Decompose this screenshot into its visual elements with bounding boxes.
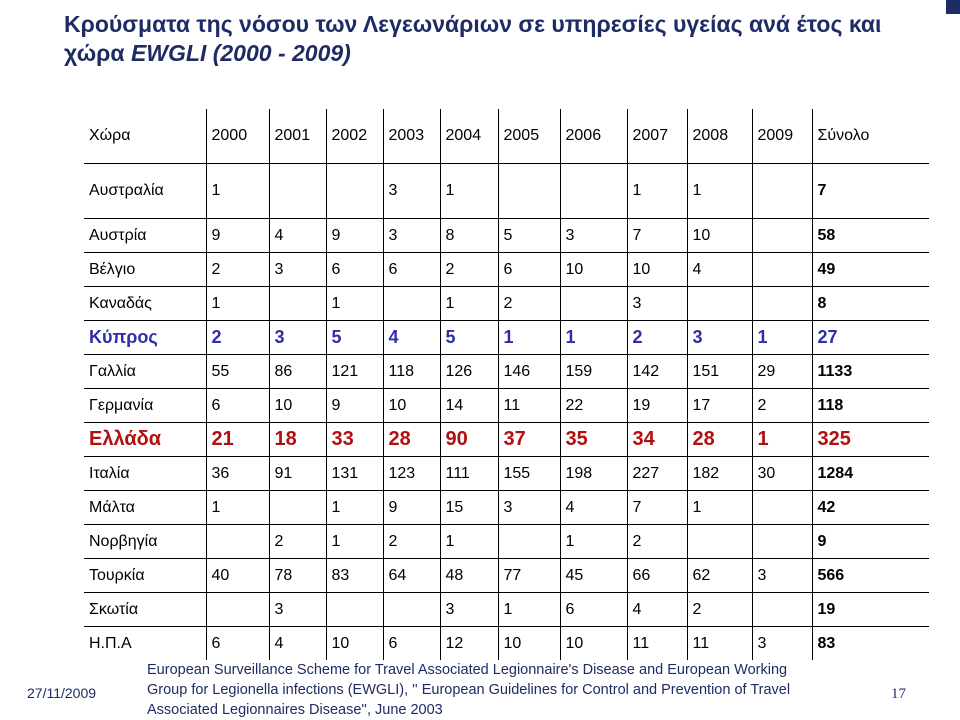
table-cell: 6 (206, 389, 269, 423)
legionnaires-cases-table (84, 109, 929, 660)
table-cell: 2003 (383, 109, 440, 164)
table-cell: 2007 (627, 109, 687, 164)
table-cell: 35 (560, 423, 627, 457)
table-cell: 3 (752, 627, 812, 661)
table-cell (498, 164, 560, 219)
table-cell: 83 (326, 559, 383, 593)
table-cell: 40 (206, 559, 269, 593)
table-cell: 1 (498, 593, 560, 627)
table-cell (206, 593, 269, 627)
row-label-cell: Σκωτία (84, 593, 206, 627)
table-cell: 123 (383, 457, 440, 491)
table-cell: 1 (326, 287, 383, 321)
row-label-cell: Βέλγιο (84, 253, 206, 287)
table-cell: 1 (687, 491, 752, 525)
table-cell: 28 (687, 423, 752, 457)
table-row (84, 423, 929, 457)
table-cell (383, 287, 440, 321)
footer-date: 27/11/2009 (27, 685, 97, 701)
table-row (84, 253, 929, 287)
page-number: 17 (891, 686, 906, 702)
table-cell: 6 (560, 593, 627, 627)
table-cell: 1 (440, 164, 498, 219)
table-cell: 62 (687, 559, 752, 593)
table-cell: 111 (440, 457, 498, 491)
table-cell: 1 (440, 287, 498, 321)
table-cell: 10 (498, 627, 560, 661)
table-cell: 10 (326, 627, 383, 661)
table-cell: 3 (687, 321, 752, 355)
table-cell: 1 (326, 491, 383, 525)
table-cell (269, 164, 326, 219)
table-cell: 2004 (440, 109, 498, 164)
table-cell: 182 (687, 457, 752, 491)
table-cell: 3 (383, 219, 440, 253)
table-cell (752, 593, 812, 627)
table-cell (752, 287, 812, 321)
table-cell: 142 (627, 355, 687, 389)
table-cell: 37 (498, 423, 560, 457)
table-cell (326, 164, 383, 219)
table-cell: 3 (627, 287, 687, 321)
table-cell: 4 (269, 627, 326, 661)
table-cell: 2005 (498, 109, 560, 164)
table-cell: 198 (560, 457, 627, 491)
table-cell: 126 (440, 355, 498, 389)
row-label-cell: Αυστρία (84, 219, 206, 253)
table-cell: 2 (498, 287, 560, 321)
table-cell (752, 219, 812, 253)
table-cell: 227 (627, 457, 687, 491)
table-cell: 9 (383, 491, 440, 525)
table-cell: 22 (560, 389, 627, 423)
table-cell: 11 (627, 627, 687, 661)
table-cell: 6 (383, 253, 440, 287)
table-cell (752, 164, 812, 219)
row-label-cell: Καναδάς (84, 287, 206, 321)
footer-source-line-2: Group for Legionella infections (EWGLI), '' European Guidelines for Control and Prevention of Travel (147, 682, 791, 698)
table-cell: 18 (269, 423, 326, 457)
table-cell: 4 (560, 491, 627, 525)
table-cell (498, 525, 560, 559)
table-cell: 1 (560, 525, 627, 559)
row-label-cell: Κύπρος (84, 321, 206, 355)
table-cell: 10 (560, 253, 627, 287)
table-cell: 77 (498, 559, 560, 593)
table-cell: 6 (206, 627, 269, 661)
title-line-1: Κρούσματα της νόσου των Λεγεωνάριων σε υπηρεσίες υγείας ανά έτος και (64, 11, 882, 37)
table-cell: 4 (269, 219, 326, 253)
table-cell (687, 525, 752, 559)
row-label-cell: Ιταλία (84, 457, 206, 491)
table-cell: 1 (560, 321, 627, 355)
table-cell: 3 (440, 593, 498, 627)
table-row (84, 525, 929, 559)
table-cell: 2000 (206, 109, 269, 164)
table-cell: 14 (440, 389, 498, 423)
table-body (84, 109, 929, 660)
table-cell (752, 253, 812, 287)
footer-source (147, 660, 867, 720)
table-cell: 2 (269, 525, 326, 559)
table-cell: 10 (627, 253, 687, 287)
table-cell: 2 (206, 321, 269, 355)
footer-source-line-1: European Surveillance Scheme for Travel Associated Legionnaire's Disease and European Working (147, 662, 788, 678)
table-cell: 19 (812, 593, 929, 627)
table-row (84, 287, 929, 321)
table-cell: 151 (687, 355, 752, 389)
table-row (84, 627, 929, 661)
table-cell: 9 (326, 389, 383, 423)
table-cell: 118 (383, 355, 440, 389)
table-cell: 9 (326, 219, 383, 253)
table-cell: 10 (383, 389, 440, 423)
table-cell: 9 (206, 219, 269, 253)
table-cell: 3 (498, 491, 560, 525)
table-cell: 5 (440, 321, 498, 355)
table-cell: 2 (206, 253, 269, 287)
table-cell: 7 (627, 491, 687, 525)
table-cell: 325 (812, 423, 929, 457)
table-cell: 58 (812, 219, 929, 253)
table-cell: 21 (206, 423, 269, 457)
table-cell (206, 525, 269, 559)
title-line-2-prefix: χώρα (64, 40, 131, 66)
table-cell: 19 (627, 389, 687, 423)
table-cell: 7 (627, 219, 687, 253)
table-cell: 10 (560, 627, 627, 661)
table-cell: 90 (440, 423, 498, 457)
row-label-cell: Χώρα (84, 109, 206, 164)
table-cell: 1 (752, 321, 812, 355)
table-cell: 1284 (812, 457, 929, 491)
table-cell: 28 (383, 423, 440, 457)
table-cell: 36 (206, 457, 269, 491)
table-cell: 1 (206, 164, 269, 219)
table-cell: 86 (269, 355, 326, 389)
table-cell: 6 (498, 253, 560, 287)
row-label-cell: Γαλλία (84, 355, 206, 389)
table-cell: 2009 (752, 109, 812, 164)
row-label-cell: Νορβηγία (84, 525, 206, 559)
table-cell: 42 (812, 491, 929, 525)
table-cell: 49 (812, 253, 929, 287)
table-cell: 3 (269, 253, 326, 287)
table-cell: 131 (326, 457, 383, 491)
table-cell (752, 491, 812, 525)
slide-title (64, 10, 944, 68)
table-cell: 9 (812, 525, 929, 559)
table-cell: 1 (206, 491, 269, 525)
table-cell: 118 (812, 389, 929, 423)
table-row (84, 321, 929, 355)
table-cell: 48 (440, 559, 498, 593)
row-label-cell: Αυστραλία (84, 164, 206, 219)
table-cell: 1133 (812, 355, 929, 389)
table-cell: Σύνολο (812, 109, 929, 164)
table-cell: 1 (752, 423, 812, 457)
table-cell: 7 (812, 164, 929, 219)
table-cell: 33 (326, 423, 383, 457)
table-cell: 78 (269, 559, 326, 593)
table-cell: 4 (627, 593, 687, 627)
table-cell: 1 (326, 525, 383, 559)
table-cell: 8 (812, 287, 929, 321)
table-cell: 1 (498, 321, 560, 355)
table-row (84, 457, 929, 491)
table-row (84, 593, 929, 627)
table-cell: 64 (383, 559, 440, 593)
table-cell (560, 287, 627, 321)
table-cell: 3 (560, 219, 627, 253)
table-cell: 121 (326, 355, 383, 389)
corner-decoration (946, 0, 960, 14)
table-cell (383, 593, 440, 627)
table-cell: 4 (383, 321, 440, 355)
table-cell: 3 (269, 321, 326, 355)
row-label-cell: Ελλάδα (84, 423, 206, 457)
footer-source-line-3: Associated Legionnaires Disease'', June 2003 (147, 702, 443, 718)
table-cell: 11 (498, 389, 560, 423)
table-cell: 1 (627, 164, 687, 219)
table-cell: 2008 (687, 109, 752, 164)
table-cell (687, 287, 752, 321)
row-label-cell: Τουρκία (84, 559, 206, 593)
table-cell: 1 (687, 164, 752, 219)
table-cell: 2002 (326, 109, 383, 164)
table-cell: 155 (498, 457, 560, 491)
table-cell: 66 (627, 559, 687, 593)
table-cell: 2 (440, 253, 498, 287)
table-cell: 45 (560, 559, 627, 593)
row-label-cell: Η.Π.Α (84, 627, 206, 661)
table-cell: 12 (440, 627, 498, 661)
table-cell: 566 (812, 559, 929, 593)
table-cell: 27 (812, 321, 929, 355)
table-cell: 4 (687, 253, 752, 287)
title-line-2-italic: EWGLI (2000 - 2009) (130, 40, 351, 66)
table-cell: 34 (627, 423, 687, 457)
table-cell: 146 (498, 355, 560, 389)
table-cell (560, 164, 627, 219)
row-label-cell: Μάλτα (84, 491, 206, 525)
table-cell: 2 (627, 525, 687, 559)
table-cell: 159 (560, 355, 627, 389)
table-cell: 11 (687, 627, 752, 661)
table-cell: 5 (498, 219, 560, 253)
table-cell: 29 (752, 355, 812, 389)
table-cell: 2 (383, 525, 440, 559)
table-row (84, 559, 929, 593)
title-line-2 (64, 39, 944, 68)
table-cell (326, 593, 383, 627)
table-cell: 2 (687, 593, 752, 627)
table-row (84, 164, 929, 219)
table-row (84, 389, 929, 423)
table-cell: 1 (440, 525, 498, 559)
table-cell: 17 (687, 389, 752, 423)
table-cell: 8 (440, 219, 498, 253)
table-row (84, 491, 929, 525)
table-cell: 6 (383, 627, 440, 661)
table-cell: 2001 (269, 109, 326, 164)
table-cell: 83 (812, 627, 929, 661)
table-row (84, 355, 929, 389)
table-cell: 30 (752, 457, 812, 491)
table-cell: 2 (627, 321, 687, 355)
row-label-cell: Γερμανία (84, 389, 206, 423)
table-cell: 3 (383, 164, 440, 219)
table-header-row (84, 109, 929, 164)
table-cell: 5 (326, 321, 383, 355)
table-cell: 2006 (560, 109, 627, 164)
table-cell: 3 (752, 559, 812, 593)
table-cell: 91 (269, 457, 326, 491)
table-cell: 2 (752, 389, 812, 423)
table-cell: 10 (269, 389, 326, 423)
table-cell: 3 (269, 593, 326, 627)
table-row (84, 219, 929, 253)
table-cell: 10 (687, 219, 752, 253)
table-cell (752, 525, 812, 559)
table-cell (269, 287, 326, 321)
table-cell (269, 491, 326, 525)
table-cell: 55 (206, 355, 269, 389)
table-cell: 15 (440, 491, 498, 525)
table-cell: 6 (326, 253, 383, 287)
table-cell: 1 (206, 287, 269, 321)
